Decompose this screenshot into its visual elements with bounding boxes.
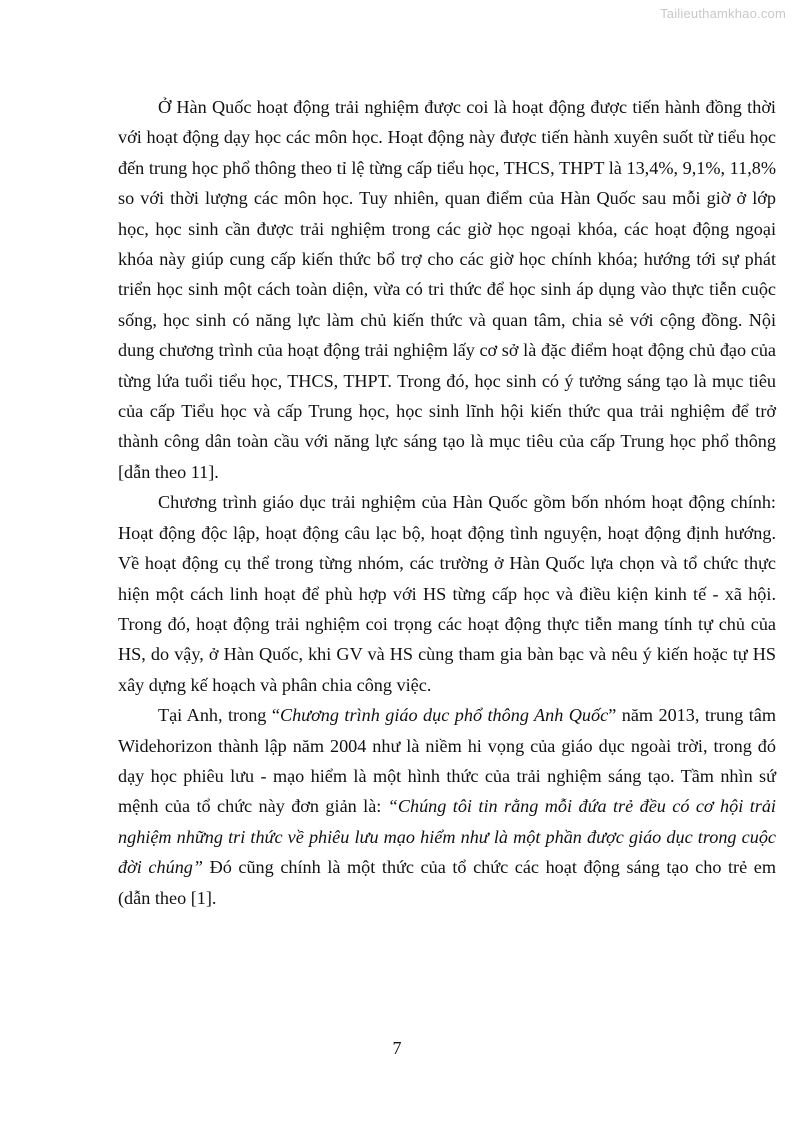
mission-quote: “Chúng tôi tin rằng mỗi đứa trẻ đều có cơ hội trải nghiệm những tri thức về phiêu lưu mạo hiểm như là một phần được giáo dục trong cuộc đời chúng” [118, 796, 776, 878]
paragraph-uk [118, 700, 776, 913]
watermark: Tailieuthamkhao.com [660, 6, 786, 21]
page-body [118, 92, 776, 913]
text-segment: ” năm 2013, trung tâm Widehorizon thành lập năm 2004 như là niềm hi vọng của giáo dục ngoài trời, trong đó dạy học phiêu lưu - mạo hiểm là một hình thức của trải nghiệm sáng tạo. Tầm nhìn sứ mệnh của tổ chức này đơn giản là: [118, 705, 776, 817]
text-segment: Tại Anh, trong “ [158, 705, 280, 726]
text-segment: Đó cũng chính là một thức của tổ chức các hoạt động sáng tạo cho trẻ em (dẫn theo [1]. [118, 857, 776, 908]
paragraph-korea-program: Chương trình giáo dục trải nghiệm của Hàn Quốc gồm bốn nhóm hoạt động chính: Hoạt động độc lập, hoạt động câu lạc bộ, hoạt động tình nguyện, hoạt động định hướng. Về hoạt động cụ thể trong từng nhóm, các trường ở Hàn Quốc lựa chọn và tổ chức thực hiện một cách linh hoạt để phù hợp với HS từng cấp học và điều kiện kinh tế - xã hội. Trong đó, hoạt động trải nghiệm coi trọng các hoạt động thực tiễn mang tính tự chủ của HS, do vậy, ở Hàn Quốc, khi GV và HS cùng tham gia bàn bạc và nêu ý kiến hoặc tự HS xây dựng kế hoạch và phân chia công việc. [118, 492, 776, 695]
program-title: Chương trình giáo dục phổ thông Anh Quốc [279, 705, 609, 726]
paragraph-korea-overview: Ở Hàn Quốc hoạt động trải nghiệm được coi là hoạt động được tiến hành đồng thời với hoạt động dạy học các môn học. Hoạt động này được tiến hành xuyên suốt từ tiểu học đến trung học phổ thông theo tỉ lệ từng cấp tiểu học, THCS, THPT là 13,4%, 9,1%, 11,8% so với thời lượng các môn học. Tuy nhiên, quan điểm của Hàn Quốc sau mỗi giờ ở lớp học, học sinh cần được trải nghiệm trong các giờ học ngoại khóa, các hoạt động ngoại khóa này giúp cung cấp kiến thức bổ trợ cho các giờ học chính khóa; hướng tới sự phát triển học sinh một cách toàn diện, vừa có tri thức để học sinh áp dụng vào thực tiễn cuộc sống, học sinh có năng lực làm chủ kiến thức và quan tâm, chia sẻ với cộng đồng. Nội dung chương trình của hoạt động trải nghiệm lấy cơ sở là đặc điểm hoạt động chủ đạo của từng lứa tuổi tiểu học, THCS, THPT. Trong đó, học sinh có ý tưởng sáng tạo là mục tiêu của cấp Tiểu học và cấp Trung học, học sinh lĩnh hội kiến thức qua trải nghiệm để trở thành công dân toàn cầu với năng lực sáng tạo là mục tiêu của cấp Trung học phổ thông [dẫn theo 11]. [118, 97, 776, 482]
page-number: 7 [392, 1038, 402, 1058]
